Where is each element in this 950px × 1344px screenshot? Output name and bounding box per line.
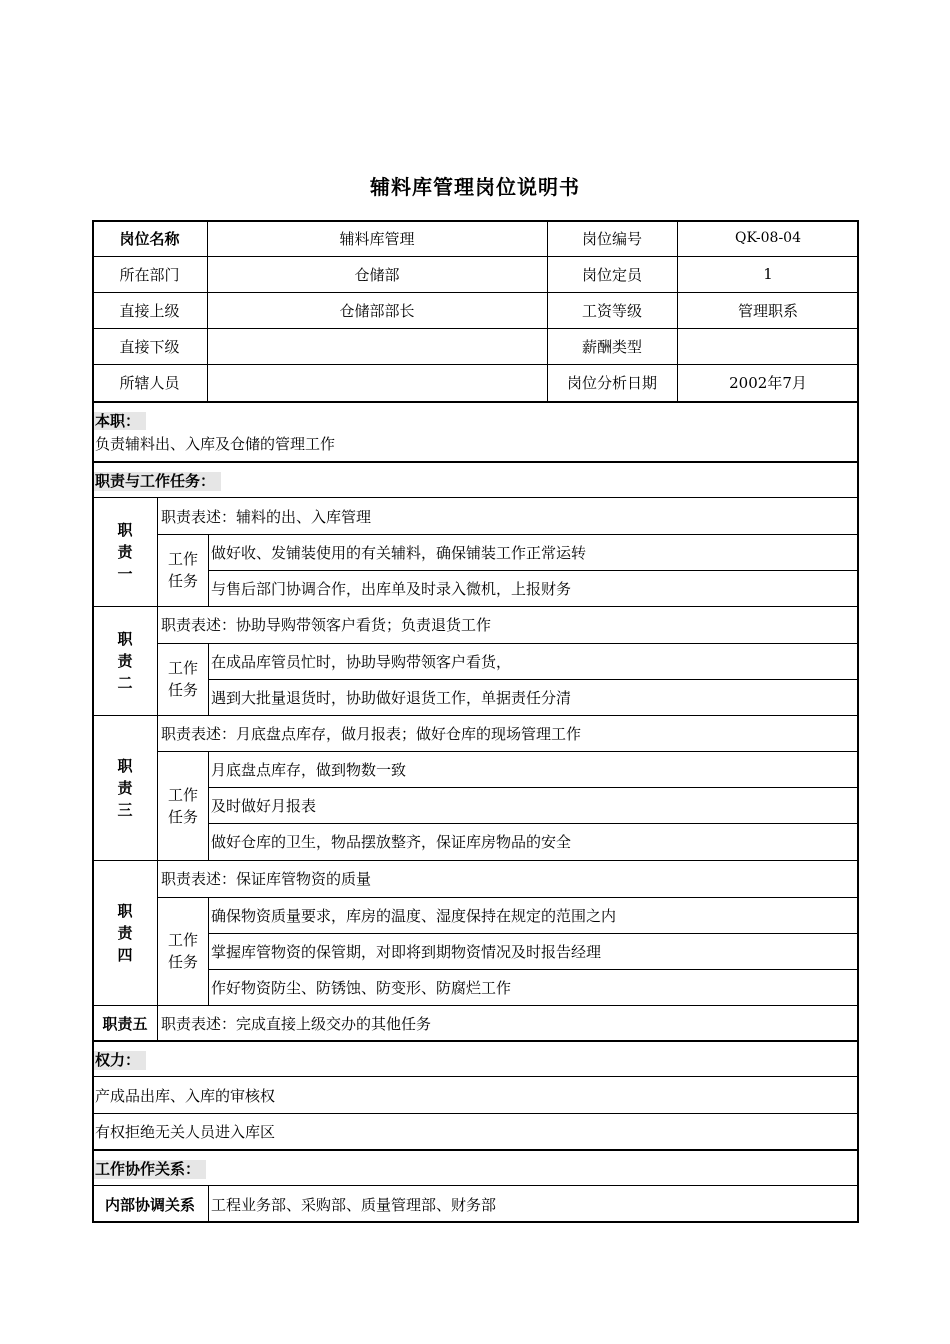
job-description-table <box>92 220 859 1223</box>
duty-3-description: 职责表述：月底盘点库存，做月报表；做好仓库的现场管理工作 <box>161 724 582 743</box>
grid-line <box>92 497 859 498</box>
analysis-date-value: 2002年7月 <box>729 374 807 392</box>
grid-line <box>92 1113 859 1114</box>
position-name-label: 岗位名称 <box>119 229 180 248</box>
duty-5-label: 职责五 <box>102 1014 148 1033</box>
grid-line <box>92 1005 859 1006</box>
grid-line <box>92 1149 859 1151</box>
headcount-label: 岗位定员 <box>581 265 642 284</box>
duty-2-label: 职 责 二 <box>117 629 133 692</box>
grid-line <box>92 606 859 607</box>
pay-type-label: 薪酬类型 <box>581 337 642 356</box>
duty-4-task: 作好物资防尘、防锈蚀、防变形、防腐烂工作 <box>211 978 512 997</box>
duty-1-label: 职 责 一 <box>117 521 133 583</box>
grid-line <box>158 751 859 752</box>
position-code-label: 岗位编号 <box>581 229 642 248</box>
grid-line <box>92 461 859 463</box>
document-title: 辅料库管理岗位说明书 <box>370 175 580 199</box>
pay-type-value <box>677 328 859 364</box>
table-border <box>92 220 94 1223</box>
duty-2-task: 在成品库管员忙时，协助导购带领客户看货， <box>211 652 512 671</box>
subordinate-label: 直接下级 <box>119 337 180 356</box>
analysis-date-label: 岗位分析日期 <box>566 374 657 392</box>
duty-4-task-label: 工作 任务 <box>167 931 198 971</box>
duty-3-label: 职 责 三 <box>117 756 133 819</box>
duty-2-task-label: 工作 任务 <box>167 659 198 699</box>
grid-line <box>92 1040 859 1042</box>
grid-line <box>92 401 859 403</box>
grid-line <box>208 679 859 680</box>
authority-item: 有权拒绝无关人员进入库区 <box>95 1122 276 1141</box>
salary-grade-value: 管理职系 <box>737 301 798 320</box>
grid-line <box>208 933 859 934</box>
grid-line <box>207 220 208 401</box>
duty-1-task: 做好收、发铺装使用的有关辅料，确保铺装工作正常运转 <box>211 543 587 562</box>
grid-line <box>208 534 209 606</box>
grid-line <box>158 534 859 535</box>
duty-1-task-label: 工作 任务 <box>167 550 198 590</box>
duty-3-task: 月底盘点库存，做到物数一致 <box>211 760 407 779</box>
duties-heading: 职责与工作任务： <box>94 472 221 491</box>
duty-3-task-label: 工作 任务 <box>167 785 198 826</box>
duty-4-label: 职 责 四 <box>117 901 133 964</box>
grid-line <box>208 969 859 970</box>
relations-heading: 工作协作关系： <box>94 1160 206 1179</box>
grid-line <box>547 220 548 401</box>
internal-relations-label: 内部协调关系 <box>104 1195 195 1214</box>
core-duty-heading: 本职： <box>94 412 146 430</box>
grid-line <box>208 1185 209 1223</box>
grid-line <box>157 497 158 1041</box>
salary-grade-label: 工资等级 <box>581 301 642 320</box>
internal-relations-value: 工程业务部、采购部、质量管理部、财务部 <box>211 1195 497 1214</box>
duty-4-task: 掌握库管物资的保管期，对即将到期物资情况及时报告经理 <box>211 942 602 961</box>
duty-1-description: 职责表述：辅料的出、入库管理 <box>161 507 372 526</box>
duty-1-task: 与售后部门协调合作，出库单及时录入微机，上报财务 <box>211 579 572 598</box>
department-value: 仓储部 <box>354 265 400 284</box>
position-name-value: 辅料库管理 <box>339 229 415 248</box>
grid-line <box>677 220 678 401</box>
core-duty-text: 负责辅料出、入库及仓储的管理工作 <box>95 434 336 453</box>
grid-line <box>208 570 859 571</box>
staff-value <box>207 364 547 401</box>
duty-2-task: 遇到大批量退货时，协助做好退货工作，单据责任分清 <box>211 688 572 707</box>
grid-line <box>208 787 859 788</box>
duty-4-description: 职责表述：保证库管物资的质量 <box>161 870 372 888</box>
superior-label: 直接上级 <box>119 301 180 320</box>
department-label: 所在部门 <box>119 265 180 284</box>
duty-4-task: 确保物资质量要求，库房的温度、湿度保持在规定的范围之内 <box>211 906 617 925</box>
subordinate-value <box>207 328 547 364</box>
grid-line <box>208 823 859 824</box>
staff-label: 所辖人员 <box>119 374 180 392</box>
superior-value: 仓储部部长 <box>339 301 415 320</box>
duty-3-task: 及时做好月报表 <box>211 796 317 815</box>
grid-line <box>158 643 859 644</box>
table-border <box>857 220 859 1223</box>
grid-line <box>158 897 859 898</box>
grid-line <box>208 751 209 860</box>
authority-item: 产成品出库、入库的审核权 <box>95 1086 276 1105</box>
authority-heading: 权力： <box>94 1051 146 1070</box>
duty-5-description: 职责表述：完成直接上级交办的其他任务 <box>161 1014 432 1033</box>
grid-line <box>92 1076 859 1077</box>
grid-line <box>92 860 859 861</box>
grid-line <box>208 643 209 715</box>
position-code-value: QK-08-04 <box>734 230 801 246</box>
grid-line <box>92 715 859 716</box>
headcount-value: 1 <box>763 265 773 283</box>
duty-2-description: 职责表述：协助导购带领客户看货；负责退货工作 <box>161 616 492 634</box>
grid-line <box>208 897 209 1005</box>
duty-3-task: 做好仓库的卫生，物品摆放整齐，保证库房物品的安全 <box>211 833 572 851</box>
